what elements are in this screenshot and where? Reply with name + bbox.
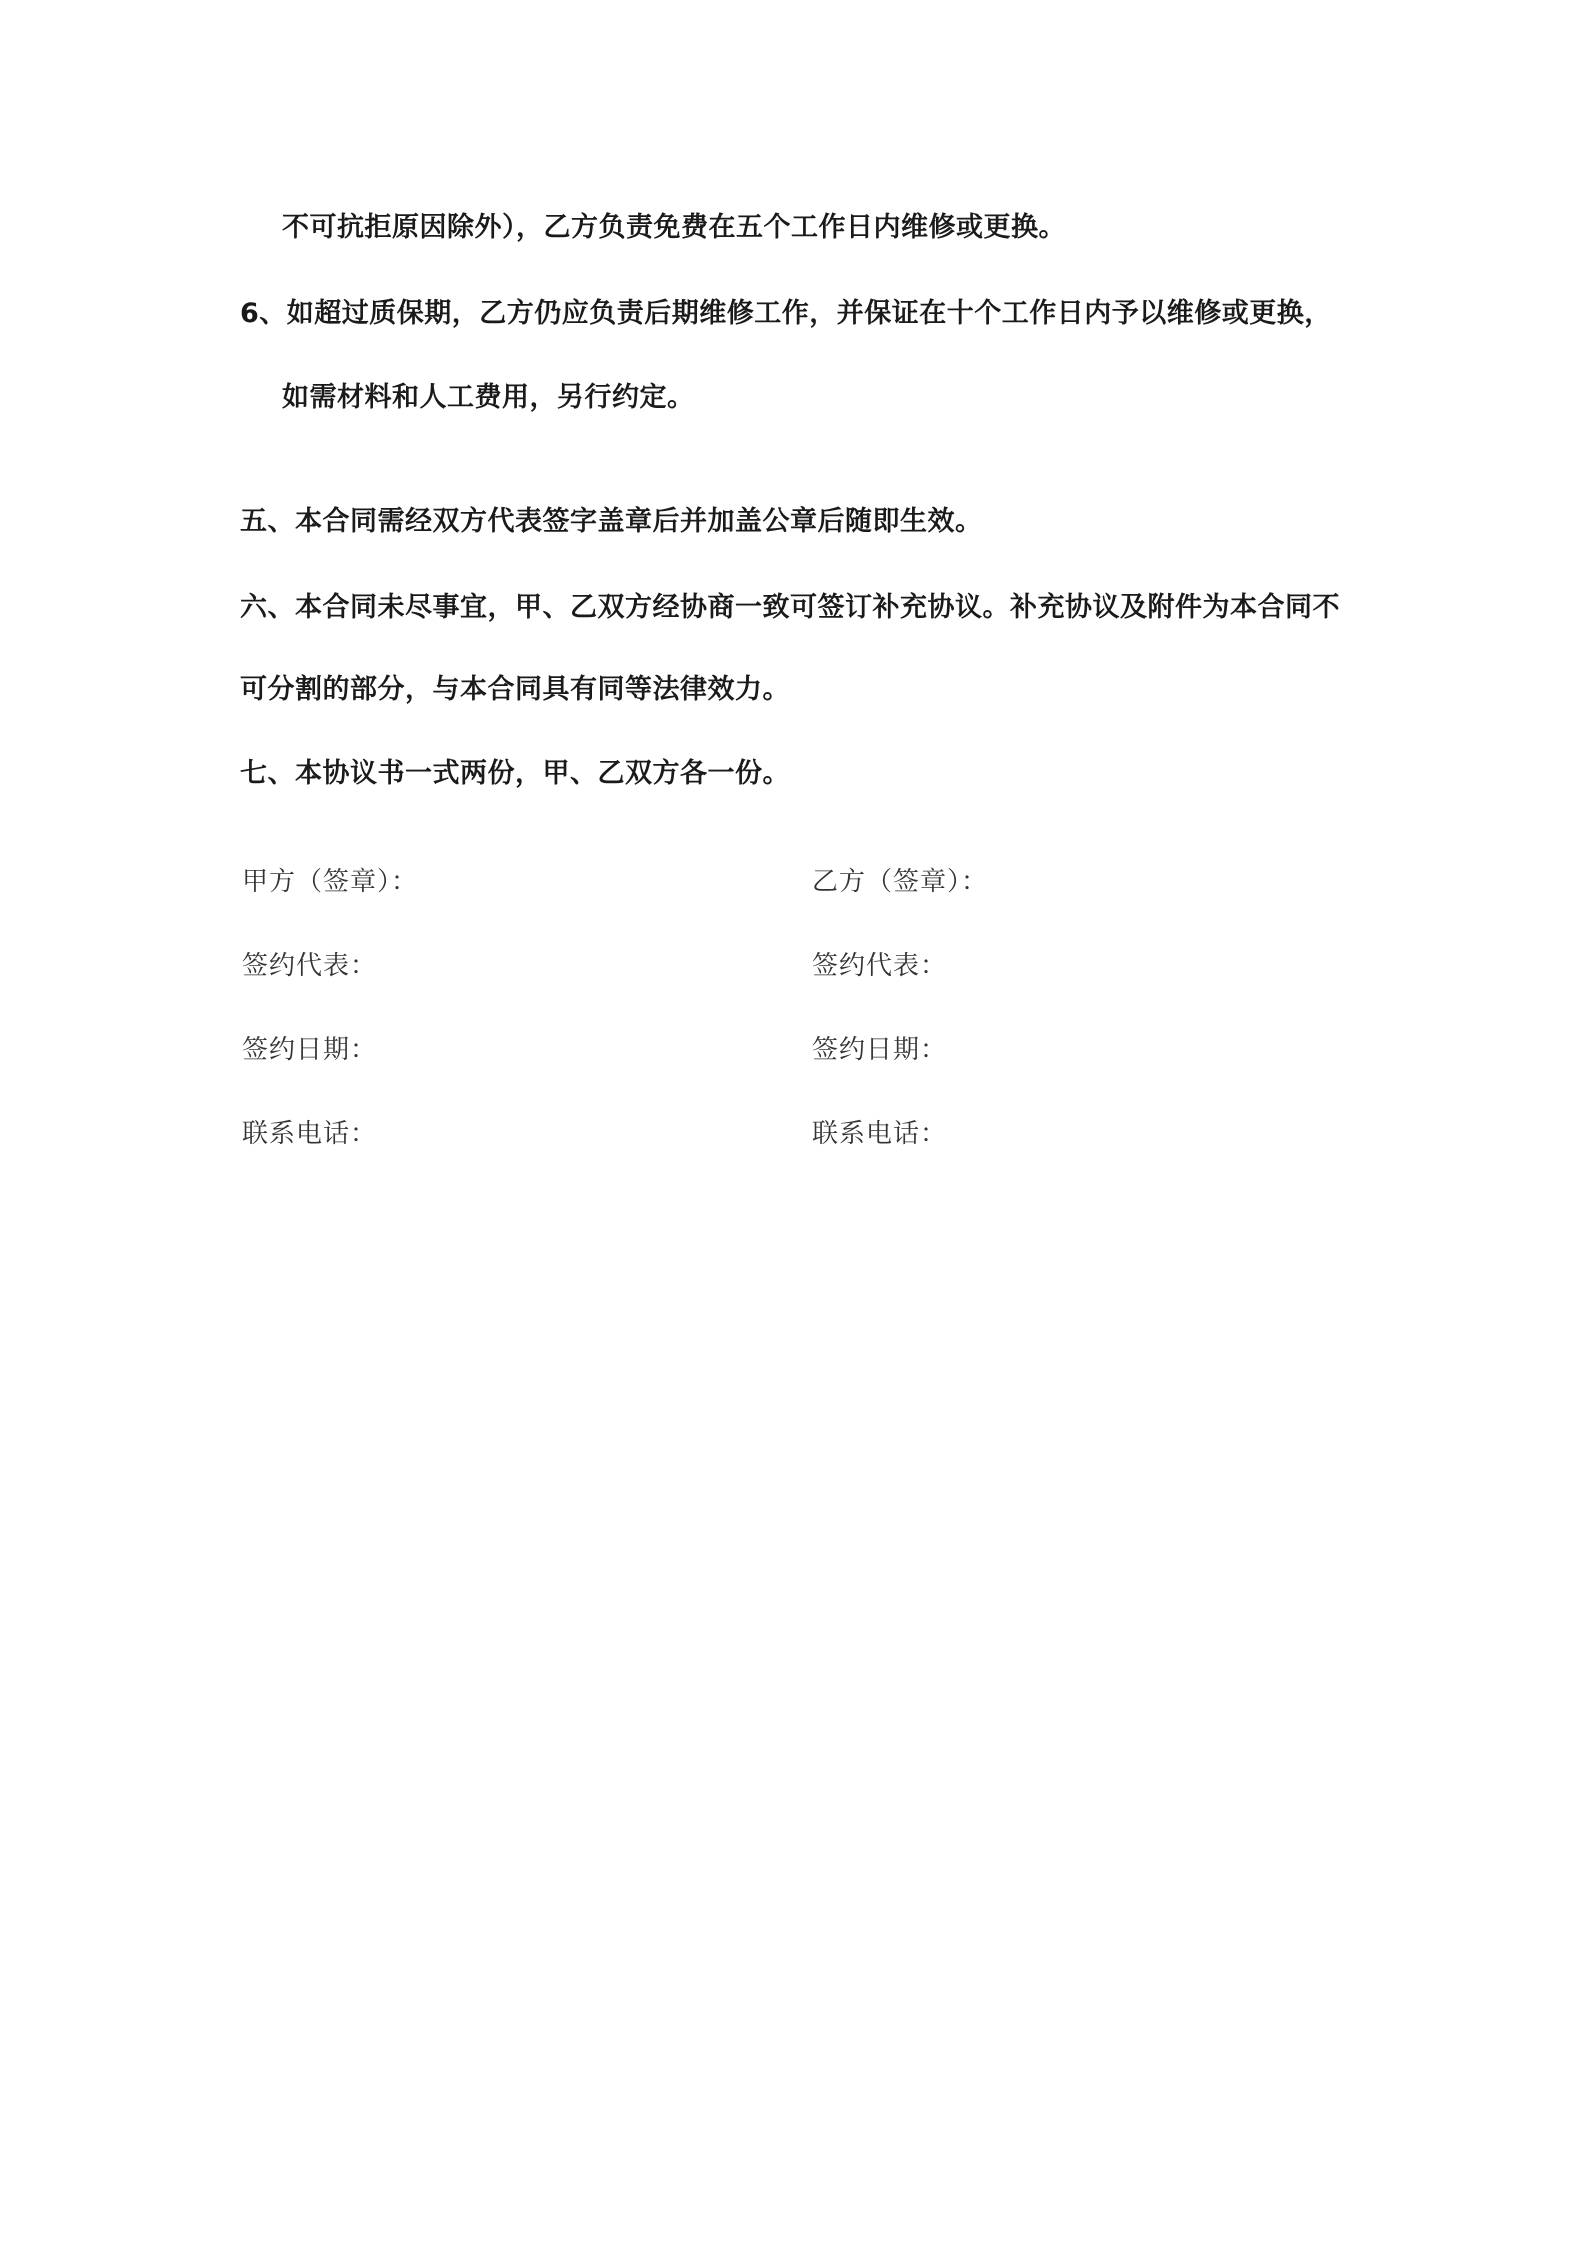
party-a-date-label: 签约日期： [242,1035,378,1065]
section-7: 七、本协议书一式两份，甲、乙双方各一份。 [240,758,790,789]
clause-6-line-2: 如需材料和人工费用，另行约定。 [282,382,695,413]
party-b-seal-label: 乙方（签章）： [812,867,989,897]
party-b-date-label: 签约日期： [812,1035,948,1065]
section-6-line-2: 可分割的部分，与本合同具有同等法律效力。 [240,674,790,705]
section-5: 五、本合同需经双方代表签字盖章后并加盖公章后随即生效。 [240,506,983,537]
section-6-line-1: 六、本合同未尽事宜，甲、乙双方经协商一致可签订补充协议。补充协议及附件为本合同不 [240,592,1340,623]
clause-6-line-1: 6、如超过质保期，乙方仍应负责后期维修工作，并保证在十个工作日内予以维修或更换， [240,298,1332,329]
clause-5-continuation: 不可抗拒原因除外），乙方负责免费在五个工作日内维修或更换。 [282,212,1066,243]
party-b-representative-label: 签约代表： [812,951,948,981]
party-a-seal-label: 甲方（签章）： [242,867,419,897]
party-b-phone-label: 联系电话： [812,1119,948,1149]
party-a-phone-label: 联系电话： [242,1119,378,1149]
party-a-representative-label: 签约代表： [242,951,378,981]
